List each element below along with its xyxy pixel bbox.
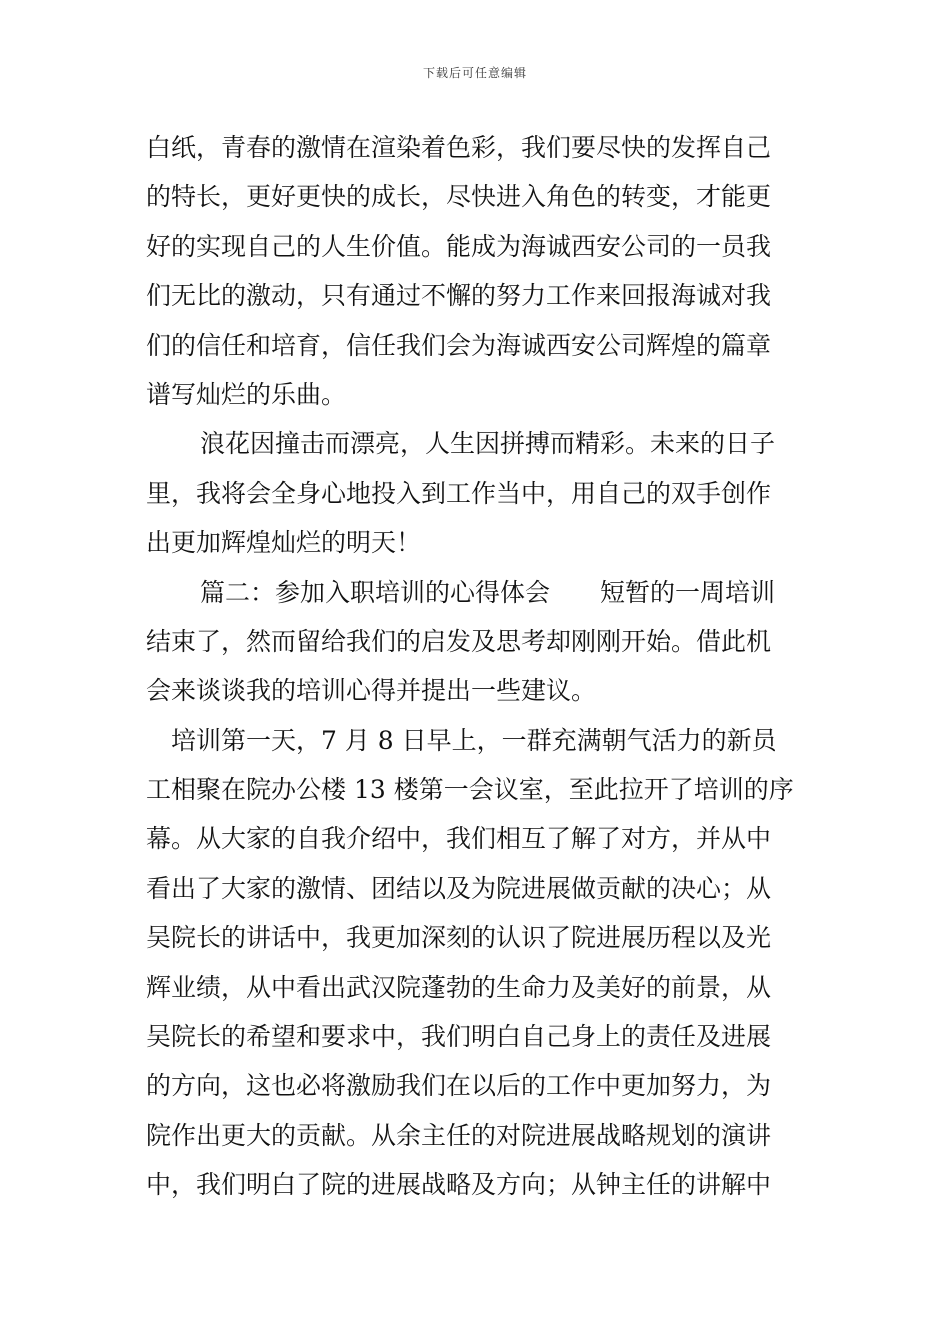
text-line: 辉业绩，从中看出武汉院蓬勃的生命力及美好的前景，从 — [146, 972, 772, 1002]
document-body — [146, 123, 812, 1210]
text-line: 幕。从大家的自我介绍中，我们相互了解了对方，并从中 — [146, 824, 772, 854]
text-line: 中，我们明白了院的进展战略及方向；从钟主任的讲解中 — [146, 1170, 772, 1200]
section-title-line: 篇二：参加入职培训的心得体会 短暂的一周培训 — [200, 577, 776, 607]
text-line: 谱写灿烂的乐曲。 — [146, 379, 347, 409]
text-line: 里，我将会全身心地投入到工作当中，用自己的双手创作 — [146, 478, 772, 508]
text-line: 院作出更大的贡献。从余主任的对院进展战略规划的演讲 — [146, 1120, 772, 1150]
paragraph-start-line: 培训第一天，7 月 8 日早上，一群充满朝气活力的新员 — [171, 725, 777, 755]
text-line: 结束了，然而留给我们的启发及思考却刚刚开始。借此机 — [146, 626, 772, 656]
text-line: 会来谈谈我的培训心得并提出一些建议。 — [146, 676, 597, 706]
text-line: 的特长，更好更快的成长，尽快进入角色的转变，才能更 — [146, 182, 772, 212]
text-line: 吴院长的希望和要求中，我们明白自己身上的责任及进展 — [146, 1022, 772, 1052]
text-line: 的方向，这也必将激励我们在以后的工作中更加努力，为 — [146, 1071, 772, 1101]
text-line: 好的实现自己的人生价值。能成为海诚西安公司的一员我 — [146, 231, 772, 261]
text-line: 出更加辉煌灿烂的明天！ — [146, 528, 422, 558]
text-line: 们无比的激动，只有通过不懈的努力工作来回报海诚对我 — [146, 281, 772, 311]
paragraph-start-line: 浪花因撞击而漂亮，人生因拼搏而精彩。未来的日子 — [200, 429, 776, 459]
text-line: 工相聚在院办公楼 13 楼第一会议室，至此拉开了培训的序 — [146, 775, 794, 805]
text-line: 白纸，青春的激情在渲染着色彩，我们要尽快的发挥自己 — [146, 133, 772, 162]
header-note: 下载后可任意编辑 — [422, 66, 527, 80]
text-line: 们的信任和培育，信任我们会为海诚西安公司辉煌的篇章 — [146, 330, 772, 360]
text-line: 看出了大家的激情、团结以及为院进展做贡献的决心；从 — [146, 873, 772, 903]
text-line: 吴院长的讲话中，我更加深刻的认识了院进展历程以及光 — [146, 923, 772, 953]
